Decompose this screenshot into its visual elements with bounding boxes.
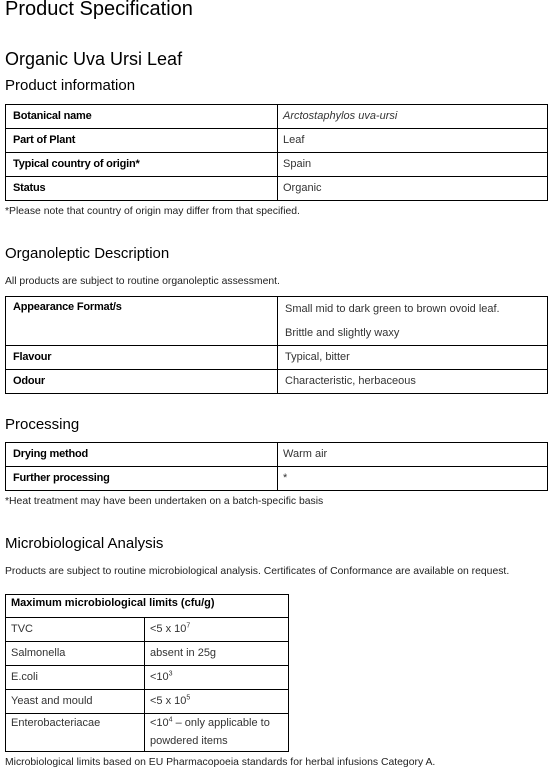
- table-row: [6, 153, 548, 177]
- further-processing-value: *: [278, 467, 548, 491]
- microbiological-footnote: Microbiological limits based on EU Pharmacopoeia standards for herbal infusions Category A.: [5, 757, 436, 768]
- appearance-label: Appearance Format/s: [6, 297, 278, 346]
- entero-exponent: 4: [168, 716, 173, 724]
- table-row: [6, 370, 548, 394]
- ecoli-label: E.coli: [6, 666, 145, 690]
- microbiological-limits-table: [5, 594, 289, 752]
- botanical-name-value: Arctostaphylos uva-ursi: [278, 105, 548, 129]
- entero-base: <10: [150, 717, 169, 729]
- table-row: [6, 129, 548, 153]
- table-row: [6, 595, 289, 618]
- flavour-value: Typical, bitter: [278, 346, 548, 370]
- appearance-line-2: Brittle and slightly waxy: [285, 327, 400, 339]
- drying-method-label: Drying method: [6, 443, 278, 467]
- heat-treatment-footnote: *Heat treatment may have been undertaken on a batch-specific basis: [5, 496, 324, 507]
- table-row: [6, 177, 548, 201]
- table-row: [6, 618, 289, 642]
- botanical-name-label: Botanical name: [6, 105, 278, 129]
- organoleptic-heading: Organoleptic Description: [5, 245, 170, 262]
- table-row: [6, 666, 289, 690]
- product-name: Organic Uva Ursi Leaf: [5, 49, 183, 69]
- entero-rest: – only applicable to powdered items: [150, 717, 270, 747]
- enterobacteriacae-label: Enterobacteriacae: [6, 714, 145, 752]
- origin-footnote: *Please note that country of origin may differ from that specified.: [5, 206, 300, 217]
- appearance-value: [278, 297, 548, 346]
- yeast-base: <5 x 10: [150, 695, 187, 707]
- flavour-label: Flavour: [6, 346, 278, 370]
- appearance-line-1: Small mid to dark green to brown ovoid leaf.: [285, 303, 500, 315]
- odour-value: Characteristic, herbaceous: [278, 370, 548, 394]
- yeast-exponent: 5: [186, 694, 191, 702]
- tvc-exponent: 7: [186, 622, 191, 630]
- table-row: [6, 105, 548, 129]
- salmonella-value: absent in 25g: [145, 642, 289, 666]
- processing-table: [5, 442, 548, 491]
- tvc-value: [145, 618, 289, 642]
- table-row: [6, 297, 548, 346]
- microbiological-intro: Products are subject to routine microbiological analysis. Certificates of Conformance are available on request.: [5, 566, 510, 577]
- yeast-mould-value: [145, 690, 289, 714]
- processing-heading: Processing: [5, 416, 80, 433]
- limits-table-header: Maximum microbiological limits (cfu/g): [6, 595, 289, 618]
- status-value: Organic: [278, 177, 548, 201]
- enterobacteriacae-value: [145, 714, 289, 752]
- ecoli-base: <10: [150, 671, 169, 683]
- table-row: [6, 690, 289, 714]
- drying-method-value: Warm air: [278, 443, 548, 467]
- table-row: [6, 443, 548, 467]
- table-row: [6, 714, 289, 752]
- tvc-label: TVC: [6, 618, 145, 642]
- odour-label: Odour: [6, 370, 278, 394]
- microbiological-heading: Microbiological Analysis: [5, 535, 164, 552]
- organoleptic-table: [5, 296, 548, 394]
- further-processing-label: Further processing: [6, 467, 278, 491]
- salmonella-label: Salmonella: [6, 642, 145, 666]
- table-row: [6, 642, 289, 666]
- country-of-origin-label: Typical country of origin*: [6, 153, 278, 177]
- product-information-heading: Product information: [5, 77, 136, 94]
- organoleptic-intro: All products are subject to routine organoleptic assessment.: [5, 276, 280, 287]
- ecoli-exponent: 3: [168, 670, 173, 678]
- document-title: Product Specification: [5, 0, 193, 20]
- table-row: [6, 467, 548, 491]
- yeast-mould-label: Yeast and mould: [6, 690, 145, 714]
- product-information-table: [5, 104, 548, 201]
- part-of-plant-value: Leaf: [278, 129, 548, 153]
- part-of-plant-label: Part of Plant: [6, 129, 278, 153]
- ecoli-value: [145, 666, 289, 690]
- table-row: [6, 346, 548, 370]
- status-label: Status: [6, 177, 278, 201]
- tvc-base: <5 x 10: [150, 623, 187, 635]
- country-of-origin-value: Spain: [278, 153, 548, 177]
